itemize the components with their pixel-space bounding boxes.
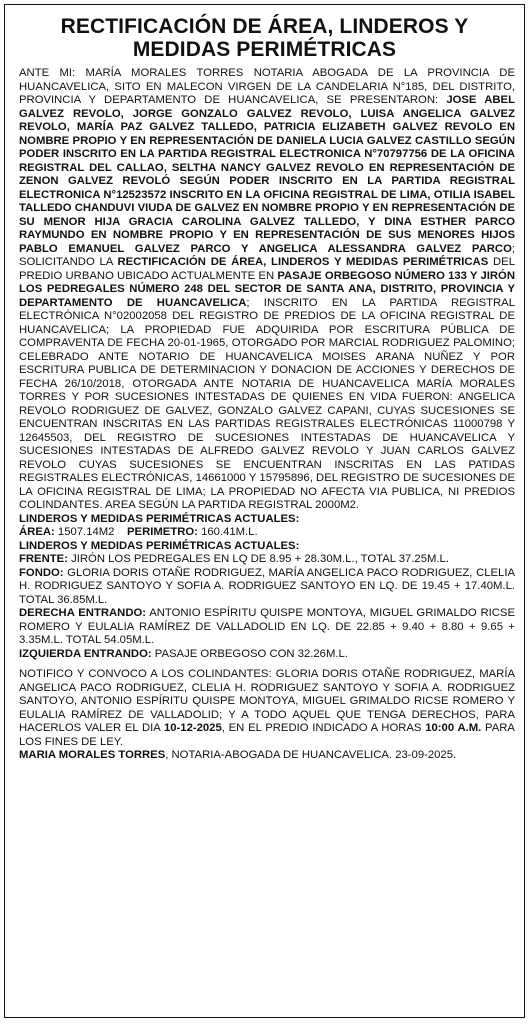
intro-text-4: ; INSCRITO EN LA PARTIDA REGISTRAL ELECTRÓNICA N°02002058 DEL REGISTRO DE PREDIOS DE LA OFICINA REGISTRAL DE HUANCAVELICA; LA PROPIEDAD FUE ADQUIRIDA POR ESCRITURA PÚBLICA DE COMPRAVENTA DE FECHA 20-01-1965, OTORGADO POR MARCIAL RODRIGUEZ PALOMINO; CELEBRADO ANTE NOTARIO DE HUANCAVELICA MOISES ARANA NUÑEZ Y POR ESCRITURA PUBLICA DE DETERMINACION Y DONACION DE ACCIONES Y DERECHOS DE FECHA 26/10/2018, OTORGADA ANTE NOTARIA DE HUANCAVELICA MARÍA MORALES TORRES Y POR SUCESIONES INTESTADAS DE QUIENES EN VIDA FUERON: ANGELICA REVOLO RODRIGUEZ DE GALVEZ, GONZALO GALVEZ CAPANI, CUYAS SUCESIONES SE ENCUENTRAN INSCRITAS EN LAS PARTIDAS REGISTRALES ELECTRÓNICAS 11000798 Y 12645503, DEL REGISTRO DE SUCESIONES INTESTADAS DE HUANCAVELICA Y SUCESIONES INTESTADAS DE ALFREDO GALVEZ REVOLO Y JUAN CARLOS GALVEZ REVOLO CUYAS SUCESIONES SE ENCUENTRAN INSCRITAS EN LAS PATIDAS REGISTRALES ELECTRÓNICAS, 14661000 Y 15795896, DEL REGISTRO DE SUCESIONES DE LA OFICINA REGISTRAL DE LIMA; LA PROPIEDAD NO AFECTA VIA PUBLICA, NI PREDIOS COLINDANTES. AREA SEGÚN LA PARTIDA REGISTRAL 2000M2. (19, 296, 515, 511)
actuales-heading-2: LINDEROS Y MEDIDAS PERIMÉTRICAS ACTUALES: (19, 539, 300, 552)
intro-paragraph (19, 67, 515, 513)
hearing-date: 10-12-2025 (163, 722, 222, 734)
notice-body (19, 67, 515, 763)
notice-frame (4, 4, 525, 1018)
hearing-time: 10:00 A.M. (425, 722, 482, 734)
intro-text-2: ; SOLICITANDO LA (19, 242, 515, 268)
derecha-line: DERECHA ENTRANDO: ANTONIO ESPÍRITU QUISPE MONTOYA, MIGUEL GRIMALDO RICSE ROMERO Y EULALIA RAMÍREZ DE VALLADOLID EN LQ. DE 22.85 + 9.40 + 8.80 + 9.65 + 3.35M.L. TOTAL 54.05M.L. (19, 607, 516, 646)
izquierda-line: IZQUIERDA ENTRANDO: PASAJE ORBEGOSO CON 32.26M.L. (19, 647, 348, 660)
notary-name: MARIA MORALES TORRES (19, 749, 166, 761)
intro-text-3: DEL PREDIO URBANO UBICADO ACTUALMENTE EN (19, 256, 515, 282)
area-label: ÁREA: (19, 526, 55, 538)
notice-title: RECTIFICACIÓN DE ÁREA, LINDEROS Y MEDIDAS PERIMÉTRICAS (60, 15, 469, 61)
area-value: 1507.14M2 (54, 526, 115, 538)
applicants-names: JOSE ABEL GALVEZ REVOLO, JORGE GONZALO GALVEZ REVOLO, LUISA ANGELICA GALVEZ REVOLO, MARÍA PAZ GALVEZ TALLEDO, PATRICIA ELIZABETH GALVEZ REVOLO EN NOMBRE PROPIO Y EN REPRESENTACIÓN DE DANIELA LUCIA GALVEZ CASTILLO SEGÚN PODER INSCRITO EN LA PARTIDA REGISTRAL ELECTRONICA N°70797756 DE LA OFICINA REGISTRAL DEL CALLAO, SELTHA NANCY GALVEZ REVOLO EN REPRESENTACIÓN DE ZENON GALVEZ REVOLÓ SEGÚN PODER INSCRITO EN LA PARTIDA REGISTRAL ELECTRONICA N°12523572 INSCRITO EN LA OFICINA REGISTRAL DE LIMA, OTILIA ISABEL TALLEDO CHANDUVI VIUDA DE GALVEZ EN NOMBRE PROPIO Y EN REPRESENTACIÓN DE SU MENOR HIJA GRACIA CAROLINA GALVEZ TALLEDO, Y DINA ESTHER PARCO RAYMUNDO EN NOMBRE PROPIO Y EN REPRESENTACIÓN DE SUS MENORES HIJOS PABLO EMANUEL GALVEZ PARCO Y ANGELICA ALESSANDRA GALVEZ PARCO (19, 94, 515, 255)
area-perimeter-line (19, 526, 515, 540)
notify-paragraph: NOTIFICO Y CONVOCO A LOS COLINDANTES: GLORIA DORIS OTAÑE RODRIGUEZ, MARÍA ANGELICA PACO RODRIGUEZ, CLELIA H. RODRIGUEZ SANTOYO Y SOFIA A. RODRIGUEZ SANTOYO, ANTONIO ESPÍRITU QUISPE MONTOYA, MIGUEL GRIMALDO RICSE ROMERO Y EULALIA RAMÍREZ DE VALLADOLID; Y A TODO AQUEL QUE TENGA DERECHOS, PARA HACERLOS VALER EL DIA 10-12-2025, EN EL PREDIO INDICADO A HORAS 10:00 A.M. PARA LOS FINES DE LEY. (19, 668, 515, 748)
actuales-heading-1: LINDEROS Y MEDIDAS PERIMÉTRICAS ACTUALES: (19, 512, 300, 525)
fondo-line: FONDO: GLORIA DORIS OTAÑE RODRIGUEZ, MARÍA ANGELICA PACO RODRIGUEZ, CLELIA H. RODRIGUEZ SANTOYO Y SOFIA A. RODRIGUEZ SANTOYO EN LQ. DE 19.45 + 17.40M.L. TOTAL 36.85M.L. (19, 566, 515, 606)
frente-line: FRENTE: JIRÓN LOS PEDREGALES EN LQ DE 8.95 + 28.30M.L., TOTAL 37.25M.L. (19, 553, 449, 565)
request-subject: RECTIFICACIÓN DE ÁREA, LINDEROS Y MEDIDAS PERIMÉTRICAS (117, 256, 489, 268)
perimeter-value: 160.41M.L. (197, 526, 258, 538)
perimeter-label: PERIMETRO: (127, 526, 198, 538)
signature-line: MARIA MORALES TORRES, NOTARIA-ABOGADA DE HUANCAVELICA. 23-09-2025. (19, 749, 457, 761)
property-address: PASAJE ORBEGOSO NÚMERO 133 Y JIRÓN LOS PEDREGALES NÚMERO 248 DEL SECTOR DE SANTA ANA, DISTRITO, PROVINCIA Y DEPARTAMENTO DE HUANCAVELICA (19, 269, 515, 309)
intro-text-1: ANTE MI: MARÍA MORALES TORRES NOTARIA ABOGADA DE LA PROVINCIA DE HUANCAVELICA, SITO EN MALECON VIRGEN DE LA CANDELARIA N°185, DEL DISTRITO, PROVINCIA Y DEPARTAMENTO DE HUANCAVELICA, SE PRESENTARON: (19, 67, 515, 106)
